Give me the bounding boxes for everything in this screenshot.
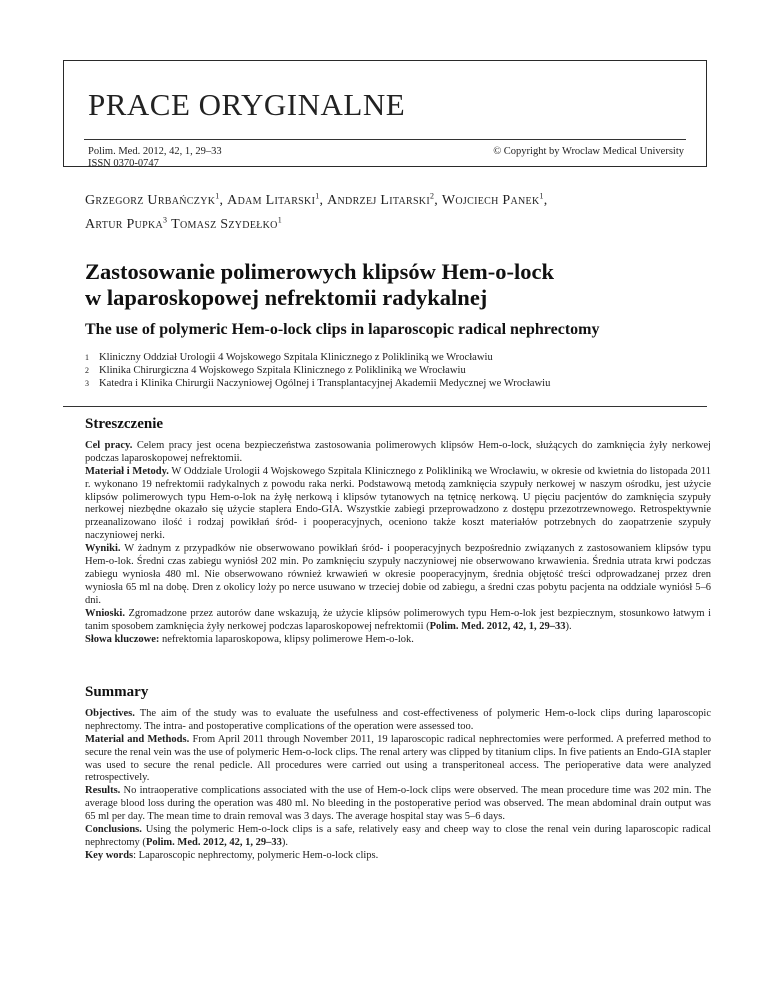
article-title-english: The use of polymeric Hem-o-lock clips in laparoscopic radical nephrectomy: [85, 321, 600, 338]
author: Grzegorz Urbańczyk$^1$,: [85, 191, 228, 208]
abstract-aim: Cel pracy. Celem pracy jest ocena bezpieczeństwa zastosowania polimerowych klipsów Hem-o-lock, służących do zamknięcia żyły nerkowej podczas laparoskopowej nefrektomii.: [85, 439, 711, 464]
journal-issn: ISSN 0370-0747: [88, 158, 159, 169]
abstract-results: Wyniki. W żadnym z przypadków nie obserwowano powikłań śród- i pooperacyjnych bezpośrednio związanych z zastosowaniem klipsów typu Hem-o-lok. Średni czas zabiegu wyniósł 202 min. Po zamknięciu szypuły naczyniowej nie obserwowano krwawienia. Średnia utrata krwi podczas zabiegu wyniosła 480 ml. Nie obserwowano również krwawień w okresie pooperacyjnym, średnia objętość treści odprowadzanej przez dren wyniosła 65 ml na dobę. Dren z okolicy loży po nerce usuwano w trzeciej dobie od zabiegu, a średni czas pobytu pacjenta na oddziale wyniósł 5–6 dni.: [85, 543, 711, 606]
affiliation-item: 2 Klinika Chirurgiczna 4 Wojskowego Szpitala Klinicznego z Polikliniką we Wrocławiu: [85, 365, 466, 376]
journal-citation: Polim. Med. 2012, 42, 1, 29–33: [88, 146, 222, 157]
abstract-keywords: Key words: Laparoscopic nephrectomy, polymeric Hem-o-lock clips.: [85, 849, 379, 861]
abstract-aim: Objectives. The aim of the study was to evaluate the usefulness and cost-effectiveness of polymeric Hem-o-lock clips during laparoscopic nephrectomy. The intra- and postoperative complications of the operation were assessed too.: [85, 707, 711, 732]
title-line: w laparoskopowej nefrektomii radykalnej: [85, 285, 488, 310]
abstract-english: [85, 686, 711, 863]
author: Artur Pupka$^3$: [85, 215, 168, 233]
author: Tomasz Szydełko$^1$: [171, 215, 282, 233]
abstract-heading: Summary: [85, 684, 149, 700]
author: Wojciech Panek$^1$,: [441, 191, 548, 208]
section-header-box: [63, 60, 707, 167]
header-divider: [84, 139, 686, 140]
journal-reference: [88, 146, 222, 170]
section-divider: [63, 406, 707, 407]
abstract-keywords: Słowa kluczowe: nefrektomia laparoskopowa, klipsy polimerowe Hem-o-lok.: [85, 633, 414, 645]
abstract-heading: Streszczenie: [85, 416, 164, 432]
abstract-conclusions: Conclusions. Using the polymeric Hem-o-lock clips is a safe, relatively easy and cheep way to close the renal vein during laparoscopic radical nephrectomy (Polim. Med. 2012, 42, 1, 29–33).: [85, 824, 711, 848]
affiliation-item: 3 Katedra i Klinika Chirurgii Naczyniowej Ogólnej i Transplantacyjnej Akademii Medycznej we Wrocławiu: [85, 378, 551, 389]
author-list: [85, 186, 725, 235]
affiliation-item: 1 Kliniczny Oddział Urologii 4 Wojskowego Szpitala Klinicznego z Polikliniką we Wrocławiu: [85, 352, 493, 363]
copyright-notice: © Copyright by Wroclaw Medical University: [493, 146, 684, 157]
title-line: Zastosowanie polimerowych klipsów Hem-o-lock: [85, 259, 554, 284]
affiliation-list: [85, 351, 725, 390]
abstract-polish: [85, 418, 711, 646]
author: Adam Litarski$^1$,: [227, 191, 328, 208]
author: Andrzej Litarski$^2$,: [327, 191, 442, 208]
abstract-results: Results. No intraoperative complications associated with the use of Hem-o-lock clips were observed. The mean procedure time was 202 min. The average blood loss during the operation was 480 ml. No bleeding in the postoperative period was observed. The mean abdominal drain output was 65 ml per day. The mean time to drain removal was 3 days. The average hospital stay was 5–6 days.: [85, 785, 711, 823]
abstract-methods: Material and Methods. From April 2011 through November 2011, 19 laparoscopic radical nephrectomies were performed. A preferred method to secure the renal vein was the use of polymeric Hem-o-lock clips. The renal artery was clipped by titanium clips. In five patients an Endo-GIA stapler was used to secure the renal pedicle. All procedures were carried out using a transperitoneal access. The perioperative data were analyzed retrospectively.: [85, 733, 711, 784]
article-title-polish: [85, 259, 725, 311]
abstract-methods: Materiał i Metody. W Oddziale Urologii 4 Wojskowego Szpitala Klinicznego z Polikliniką we Wrocławiu, w okresie od kwietnia do listopada 2011 r. wykonano 19 nefrektomii radykalnych z powodu raka nerki. Podstawową metodą zamknięcia szypuły nerkowej w naszym ośrodku, jest użycie klipsów polimerowych typu Hem-o-lok na żyłę nerkową i klipsów tytanowych na tętnicę nerkową. U pięciu pacjentów do zamknięcia szypuły nerkowej niezbędne okazało się użycie staplera Endo-GIA. Wszystkie zabiegi przeprowadzono z dostępu przezotrzewnowego. Retrospektywnie przeanalizowano ilość i rodzaj powikłań śród- i pooperacyjnych, oceniono także koszt materiałów potrzebnych do zaopatrzenie szypuły naczyniowej nerki.: [85, 465, 711, 542]
abstract-conclusions: Wnioski. Zgromadzone przez autorów dane wskazują, że użycie klipsów polimerowych typu Hem-o-lok jest bezpiecznym, stosunkowo łatwym i tanim sposobem zamknięcia żyły nerkowej podczas laparoskopowej nefrektomii (Polim. Med. 2012, 42, 1, 29–33).: [85, 607, 711, 632]
section-title: PRACE ORYGINALNE: [88, 87, 406, 122]
